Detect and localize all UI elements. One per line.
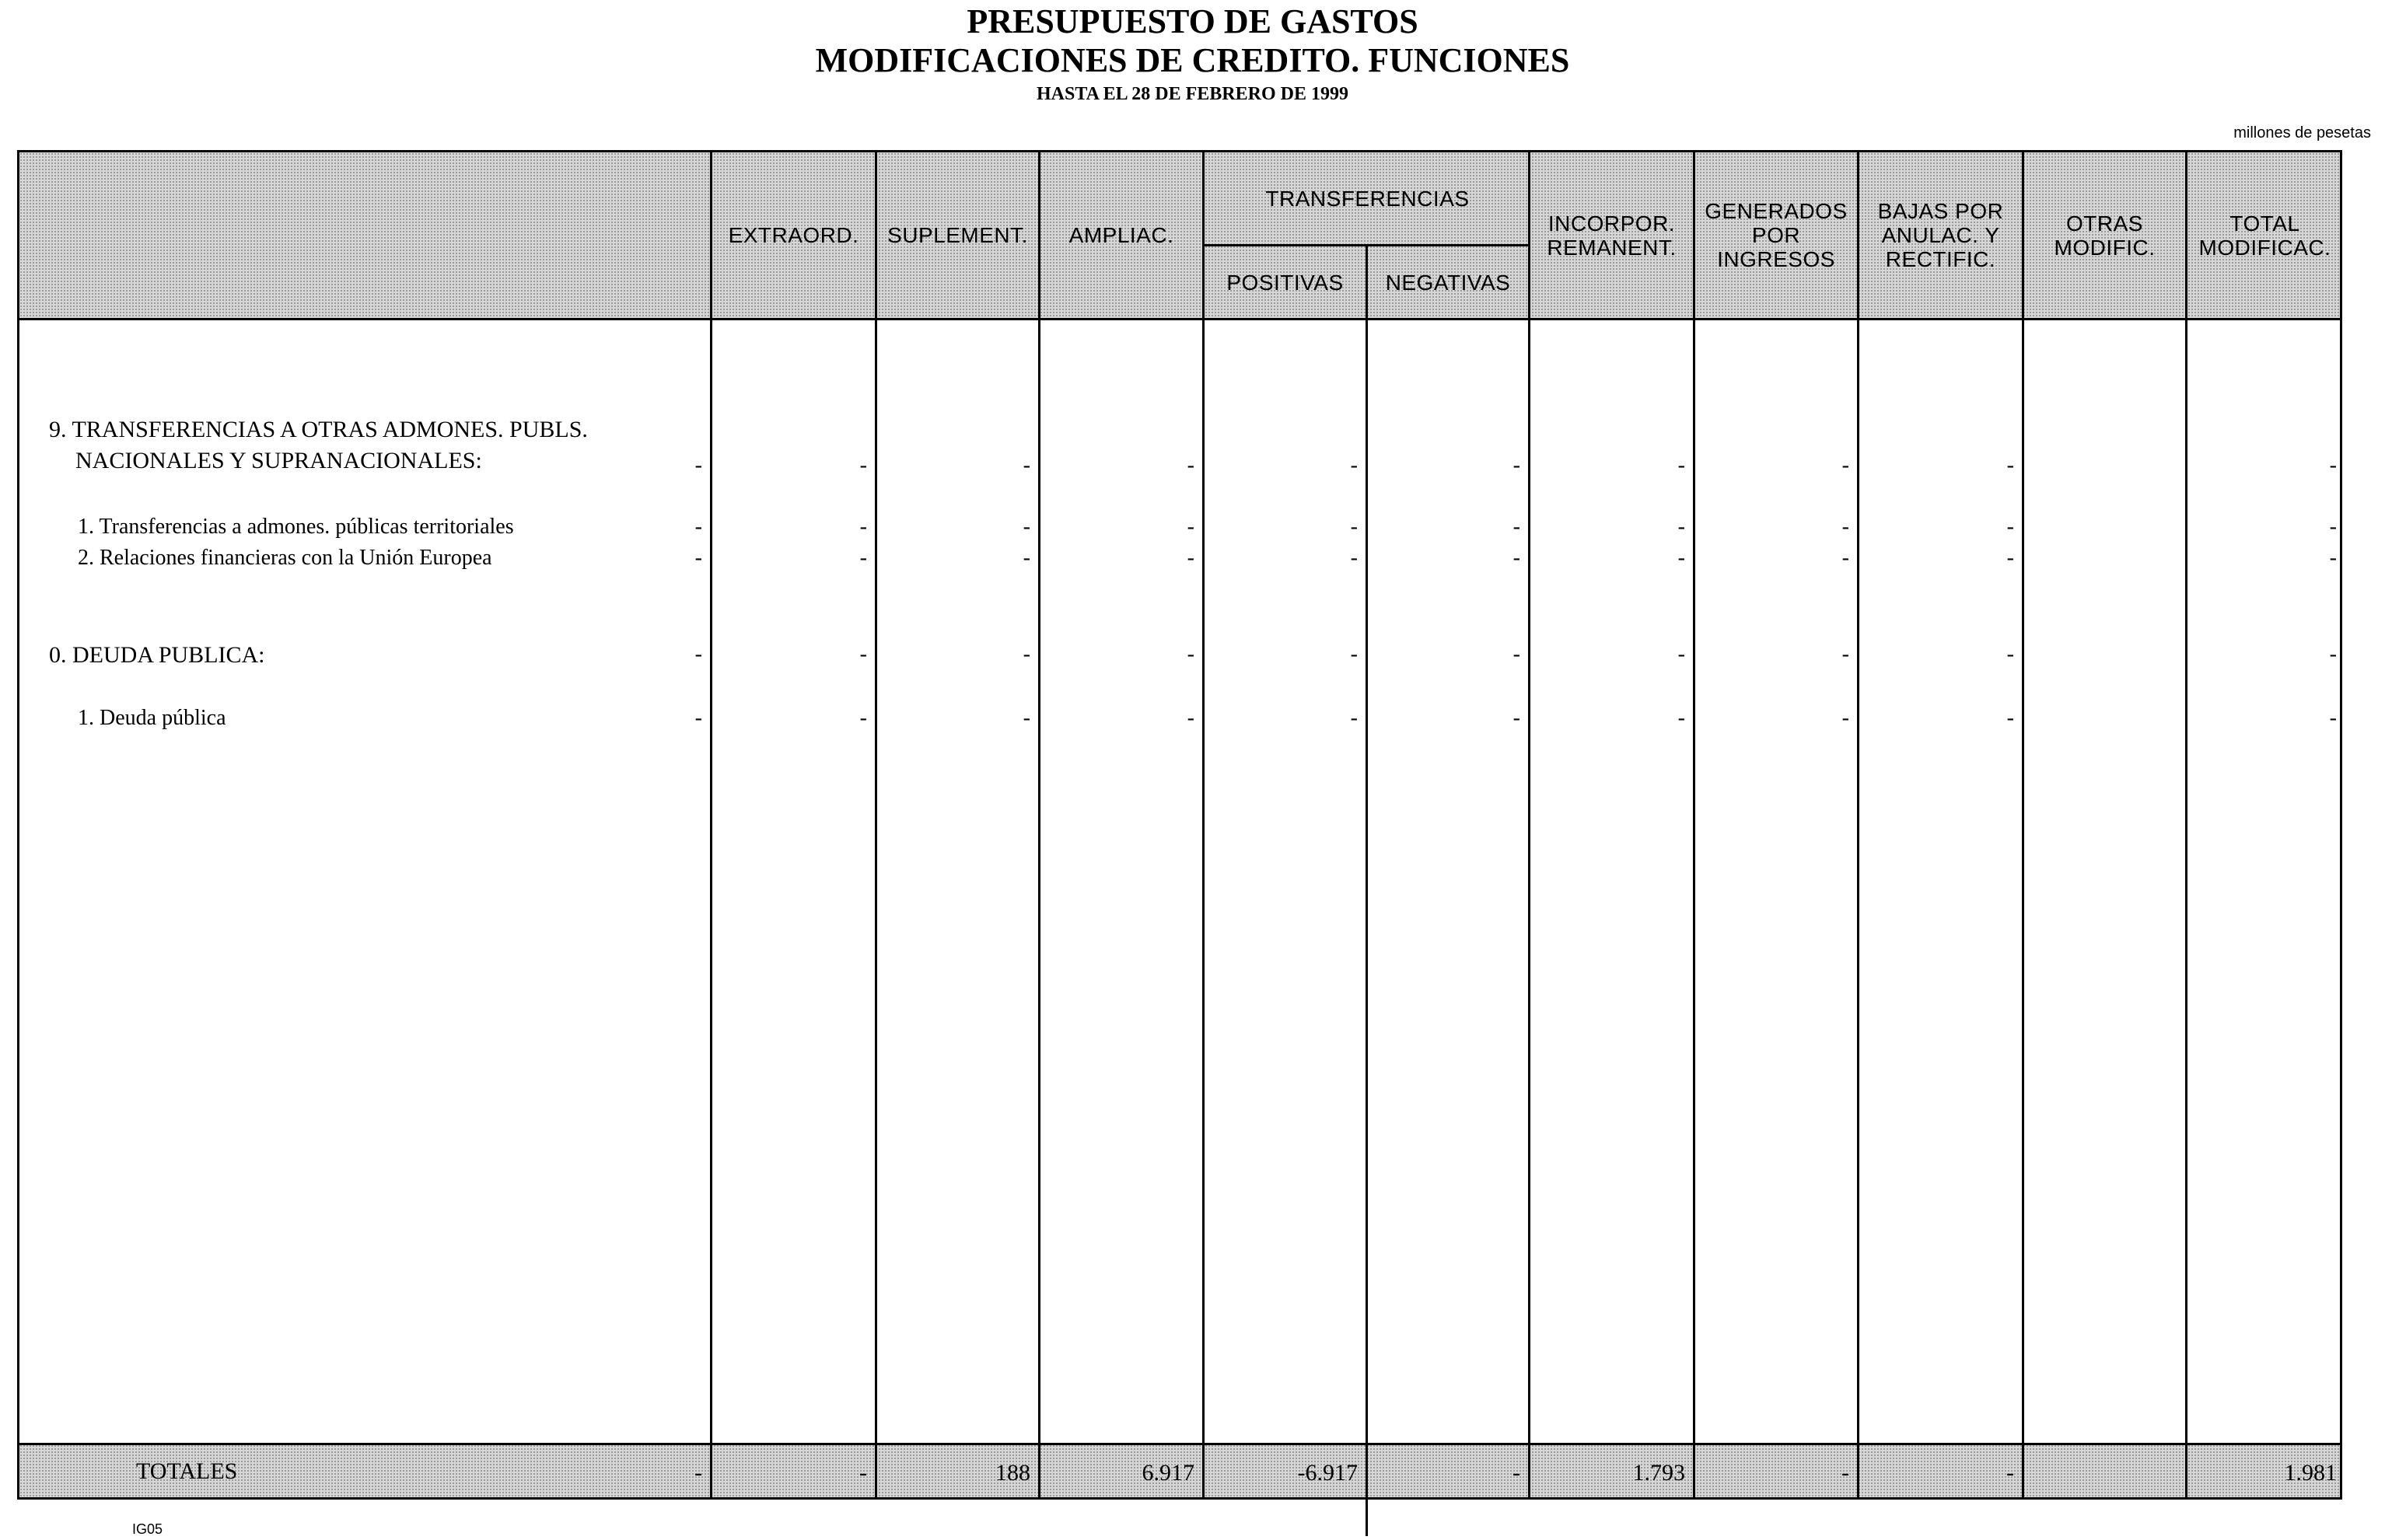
header-ampliac-label: AMPLIAC. [1068, 223, 1174, 247]
table-cell: - [1677, 546, 1685, 570]
table-cell: - [1187, 642, 1194, 666]
header-incorpor [1530, 152, 1693, 318]
page-subtitle: HASTA EL 28 DE FEBRERO DE 1999 [1037, 84, 1348, 104]
header-incorpor-label: INCORPOR. [1547, 211, 1676, 236]
table-cell: - [1841, 546, 1849, 570]
totals-cell: - [1841, 1460, 1849, 1486]
table-cell: - [1677, 515, 1685, 539]
header-extraord-label: EXTRAORD. [728, 223, 859, 247]
table-cell: - [694, 642, 702, 666]
header-generados [1695, 152, 1857, 318]
header-suplement-label: SUPLEMENT. [887, 223, 1028, 247]
table-cell: - [1023, 515, 1030, 539]
page-title-line2: MODIFICACIONES DE CREDITO. FUNCIONES [815, 41, 1570, 79]
table-cell: - [2329, 642, 2337, 666]
header-bajas-label-3: RECTIFIC. [1885, 247, 1996, 271]
header-generados-label-2: POR [1751, 223, 1801, 247]
table-cell: - [2329, 706, 2337, 730]
table-cell: - [859, 706, 867, 730]
table-cell: - [1187, 453, 1194, 477]
table-cell: - [2006, 515, 2014, 539]
table-cell: - [1023, 642, 1030, 666]
col-divider [1366, 244, 1368, 1536]
totals-cell: 6.917 [1142, 1460, 1194, 1486]
header-bajas-label: BAJAS POR [1877, 199, 2004, 223]
table-cell: - [1512, 515, 1520, 539]
totals-cell: - [859, 1460, 867, 1486]
row-label-section-0: 0. DEUDA PUBLICA: [49, 642, 265, 668]
header-negativas-label: NEGATIVAS [1385, 270, 1511, 295]
table-cell: - [1350, 453, 1358, 477]
table-cell: - [2006, 642, 2014, 666]
col-divider [1202, 152, 1205, 1497]
totals-cell: 1.793 [1632, 1460, 1685, 1486]
table-cell: - [1187, 515, 1194, 539]
header-transferencias [1205, 152, 1530, 244]
table-cell: - [2006, 453, 2014, 477]
totals-cell: - [2006, 1460, 2014, 1486]
table-cell: - [1350, 546, 1358, 570]
table-cell: - [1677, 642, 1685, 666]
table-cell: - [2006, 706, 2014, 730]
header-positivas-label: POSITIVAS [1226, 270, 1344, 295]
table-cell: - [1350, 706, 1358, 730]
table-cell: - [1023, 546, 1030, 570]
header-suplement [877, 152, 1038, 318]
totals-cell: 188 [995, 1460, 1030, 1486]
header-ampliac [1040, 152, 1202, 318]
table-cell: - [1512, 642, 1520, 666]
table-cell: - [1841, 642, 1849, 666]
row-label-section-9-line2: NACIONALES Y SUPRANACIONALES: [75, 448, 482, 473]
col-divider [1038, 152, 1040, 1497]
col-divider [1693, 152, 1695, 1497]
totals-divider [19, 1443, 2340, 1445]
row-label-transferencias-territoriales: 1. Transferencias a admones. públicas territoriales [78, 515, 514, 539]
header-otras-label-2: MODIFIC. [2054, 235, 2156, 260]
table-cell: - [694, 515, 702, 539]
table-cell: - [1677, 453, 1685, 477]
table-cell: - [694, 706, 702, 730]
table-cell: - [859, 546, 867, 570]
header-otras-label: OTRAS [2066, 211, 2143, 236]
totals-cell: 1.981 [2284, 1460, 2337, 1486]
header-generados-label-3: INGRESOS [1717, 247, 1835, 271]
budget-table [17, 150, 2342, 1500]
units-label: millones de pesetas [2233, 124, 2371, 141]
header-extraord [712, 152, 875, 318]
header-divider [19, 318, 2340, 320]
header-otras [2024, 152, 2185, 318]
table-cell: - [1841, 453, 1849, 477]
page-title: PRESUPUESTO DE GASTOS [967, 2, 1418, 40]
table-cell: - [1187, 706, 1194, 730]
table-cell: - [1841, 706, 1849, 730]
header-incorpor-label-2: REMANENT. [1547, 235, 1677, 260]
table-cell: - [2329, 515, 2337, 539]
header-bajas-label-2: ANULAC. Y [1881, 223, 2000, 247]
table-cell: - [859, 515, 867, 539]
table-cell: - [2329, 546, 2337, 570]
table-cell: - [1350, 642, 1358, 666]
table-cell: - [694, 546, 702, 570]
table-cell: - [1023, 706, 1030, 730]
row-label-relaciones-ue: 2. Relaciones financieras con la Unión Europea [78, 546, 492, 570]
table-cell: - [694, 453, 702, 477]
table-cell: - [1512, 546, 1520, 570]
table-cell: - [1512, 453, 1520, 477]
col-divider [2022, 152, 2024, 1497]
header-negativas [1368, 246, 1528, 318]
col-divider [2185, 152, 2187, 1497]
header-positivas [1205, 246, 1366, 318]
table-cell: - [1512, 706, 1520, 730]
totals-cell: - [1512, 1460, 1520, 1486]
table-cell: - [859, 453, 867, 477]
table-cell: - [1677, 706, 1685, 730]
table-cell: - [1841, 515, 1849, 539]
col-divider [875, 152, 877, 1497]
table-cell: - [2006, 546, 2014, 570]
header-total-label: TOTAL [2229, 211, 2300, 236]
table-cell: - [2329, 453, 2337, 477]
col-divider [1528, 152, 1530, 1497]
totals-label: TOTALES [136, 1458, 238, 1484]
row-label-section-9: 9. TRANSFERENCIAS A OTRAS ADMONES. PUBLS. [49, 417, 588, 442]
totals-cell: -6.917 [1297, 1460, 1358, 1486]
header-bajas [1859, 152, 2022, 318]
header-total [2187, 152, 2342, 318]
col-divider [1857, 152, 1859, 1497]
table-cell: - [1187, 546, 1194, 570]
row-label-deuda-publica: 1. Deuda pública [78, 706, 226, 730]
table-cell: - [1350, 515, 1358, 539]
header-transferencias-label: TRANSFERENCIAS [1265, 186, 1470, 211]
footer-code: IG05 [132, 1521, 163, 1537]
header-total-label-2: MODIFICAC. [2198, 235, 2331, 260]
totals-cell: - [694, 1460, 702, 1486]
table-cell: - [859, 642, 867, 666]
col-divider [710, 152, 712, 1497]
header-generados-label: GENERADOS [1705, 199, 1848, 223]
table-cell: - [1023, 453, 1030, 477]
